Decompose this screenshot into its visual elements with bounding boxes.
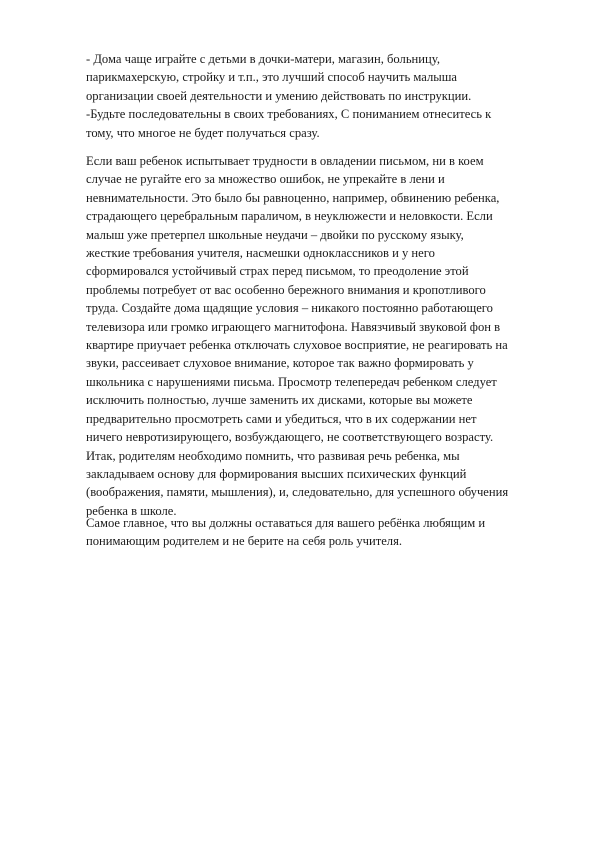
text-line: исключить полностью, лучше заменить их дисками, которые вы можете: [86, 393, 473, 408]
text-line: Если ваш ребенок испытывает трудности в овладении письмом, ни в коем: [86, 154, 484, 168]
text-line: случае не ругайте его за множество ошибок, не упрекайте в лени и: [86, 172, 445, 187]
text-line: квартире приучает ребенка отключать слуховое восприятие, не реагировать на: [86, 338, 508, 353]
text-line: (воображения, памяти, мышления), и, следовательно, для успешного обучения: [86, 485, 509, 500]
paragraph-3: [86, 514, 562, 551]
text-line: малыш уже претерпел школьные неудачи – двойки по русскому языку,: [86, 227, 464, 242]
text-line: невнимательности. Это было бы равноценно, например, обвинению ребенка,: [86, 190, 500, 205]
text-line: организации своей деятельности и умению действовать по инструкции.: [86, 88, 472, 103]
text-line: ничего невротизирующего, возбуждающего, не соответствующего возрасту.: [86, 430, 494, 445]
text-line: труда. Создайте дома щадящие условия – никакого постоянно работающего: [86, 301, 493, 316]
text-line: телевизора или громко играющего магнитофона. Навязчивый звуковой фон в: [86, 319, 501, 334]
text-line: парикмахерскую, стройку и т.п., это лучший способ научить малыша: [86, 70, 457, 85]
text-line: тому, что многое не будет получаться сразу.: [86, 125, 320, 140]
text-line: проблемы потребует от вас особенно бережного внимания и кропотливого: [86, 282, 486, 297]
text-line: понимающим родителем и не берите на себя роль учителя.: [86, 534, 403, 549]
text-line: предварительно просмотреть сами и убедиться, что в их содержании нет: [86, 411, 477, 426]
text-line: школьника с нарушениями письма. Просмотр телепередач ребенком следует: [86, 374, 497, 389]
paragraph-1: [86, 50, 562, 142]
text-line: сформировался устойчивый страх перед письмом, то преодоление этой: [86, 264, 469, 279]
text-line: закладываем основу для формирования высших психических функций: [86, 466, 467, 481]
text-line: Итак, родителям необходимо помнить, что развивая речь ребенка, мы: [86, 448, 460, 463]
text-line: ребенка в школе.: [86, 503, 177, 518]
text-line: страдающего церебральным параличом, в неуклюжести и неловкости. Если: [86, 209, 493, 224]
text-line: жесткие требования учителя, насмешки одноклассников и у него: [86, 246, 435, 261]
text-line: звуки, рассеивает слуховое внимание, которое так важно формировать у: [86, 356, 474, 371]
text-line: - Дома чаще играйте с детьми в дочки-матери, магазин, больницу,: [86, 52, 440, 66]
text-line: Самое главное, что вы должны оставаться для вашего ребёнка любящим и: [86, 516, 486, 530]
text-line: -Будьте последовательны в своих требованиях, С пониманием отнеситесь к: [86, 107, 492, 122]
paragraph-2: [86, 152, 562, 520]
